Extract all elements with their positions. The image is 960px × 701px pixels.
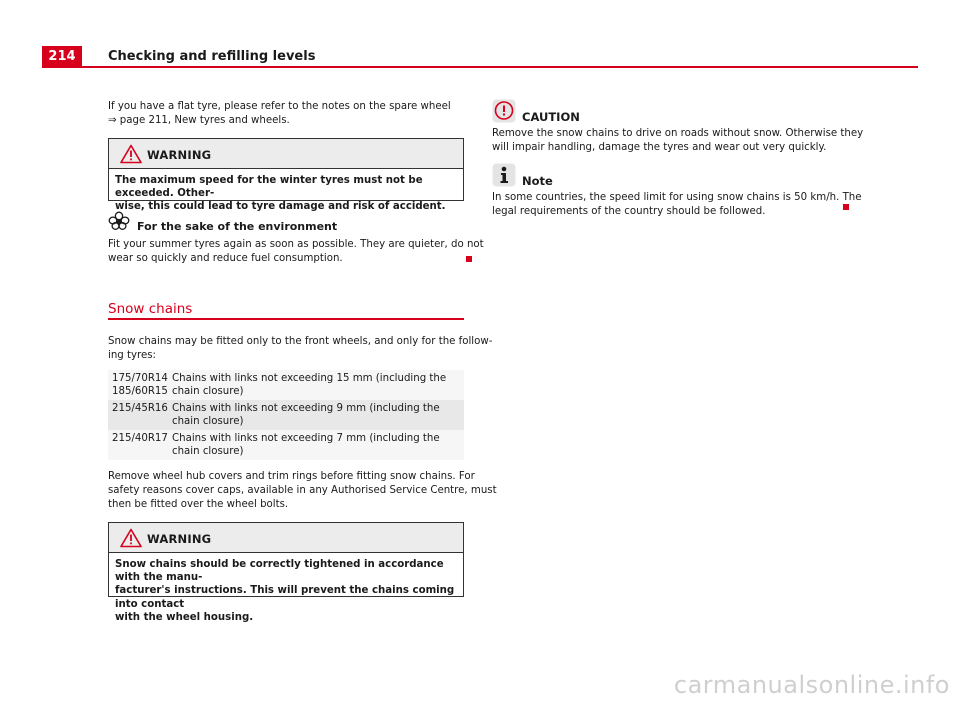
warning-body-line: The maximum speed for the winter tyres must not be exceeded. Other- xyxy=(115,175,423,200)
section-heading-rule xyxy=(108,318,464,320)
snow-chains-heading: Snow chains xyxy=(108,301,193,317)
caution-title: CAUTION xyxy=(522,110,580,124)
section-end-marker xyxy=(466,256,472,262)
chain-desc-cell: Chains with links not exceeding 7 mm (including the chain closure) xyxy=(172,433,440,457)
table-row xyxy=(108,400,464,430)
chain-desc-cell: Chains with links not exceeding 15 mm (including the chain closure) xyxy=(172,373,447,397)
caution-line-1: Remove the snow chains to drive on roads without snow. Otherwise they xyxy=(492,128,864,139)
page-header-title: Checking and refilling levels xyxy=(108,49,316,64)
section-end-marker xyxy=(843,204,849,210)
warning-title: WARNING xyxy=(147,532,212,546)
warning-body xyxy=(109,553,463,630)
environment-title: For the sake of the environment xyxy=(137,220,338,233)
warning-header xyxy=(109,139,463,169)
header-rule xyxy=(82,66,918,68)
page-number: 214 xyxy=(48,49,76,64)
chain-desc-cell: Chains with links not exceeding 9 mm (including the chain closure) xyxy=(172,403,440,427)
tyre-size-cell: 175/70R14 185/60R15 xyxy=(112,373,168,397)
intro-line-1: If you have a flat tyre, please refer to the notes on the spare wheel xyxy=(108,101,451,112)
warning-triangle-icon xyxy=(120,528,142,552)
caution-line-2: will impair handling, damage the tyres and wear out very quickly. xyxy=(492,142,827,153)
warning-body xyxy=(109,169,463,220)
snow-chains-table xyxy=(108,370,464,460)
warning-body-line: with the wheel housing. xyxy=(115,611,254,623)
warning-triangle-icon xyxy=(120,144,142,168)
caution-icon xyxy=(492,99,516,127)
table-row xyxy=(108,370,464,400)
snow-chains-intro-2: ing tyres: xyxy=(108,350,156,361)
warning-box-chains xyxy=(108,522,464,623)
warning-body-line: wise, this could lead to tyre damage and risk of accident. xyxy=(115,201,446,213)
tyre-size-cell: 215/45R16 xyxy=(112,403,168,414)
warning-header xyxy=(109,523,463,553)
warning-body-line: facturer's instructions. This will prevent the chains coming into contact xyxy=(115,585,455,610)
warning-body-line: Snow chains should be correctly tightened in accordance with the manu- xyxy=(115,559,444,584)
intro-link-line[interactable]: ⇒ page 211, New tyres and wheels. xyxy=(108,115,290,126)
note-line-1: In some countries, the speed limit for using snow chains is 50 km/h. The xyxy=(492,192,862,203)
environment-line-2: wear so quickly and reduce fuel consumption. xyxy=(108,253,343,264)
info-note-icon xyxy=(492,163,516,191)
fitting-line-2: safety reasons cover caps, available in any Authorised Service Centre, must xyxy=(108,485,497,496)
table-row xyxy=(108,430,464,460)
tyre-size-cell: 215/40R17 xyxy=(112,433,168,444)
environment-flower-icon xyxy=(108,211,130,235)
note-title: Note xyxy=(522,174,553,188)
warning-title: WARNING xyxy=(147,148,212,162)
fitting-line-3: then be fitted over the wheel bolts. xyxy=(108,499,289,510)
watermark: carmanualsonline.info xyxy=(673,671,950,699)
snow-chains-intro-1: Snow chains may be fitted only to the front wheels, and only for the follow- xyxy=(108,336,493,347)
note-line-2: legal requirements of the country should be followed. xyxy=(492,206,766,217)
warning-box-speed xyxy=(108,138,464,213)
environment-line-1: Fit your summer tyres again as soon as possible. They are quieter, do not xyxy=(108,239,484,250)
fitting-line-1: Remove wheel hub covers and trim rings before fitting snow chains. For xyxy=(108,471,475,482)
